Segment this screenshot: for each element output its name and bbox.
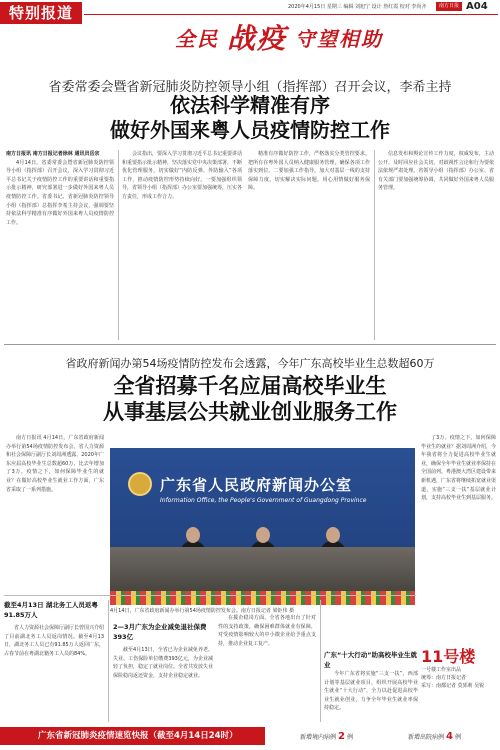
lower-col4 xyxy=(324,670,418,722)
speaker-head xyxy=(256,527,270,543)
campaign-banner xyxy=(175,20,383,54)
story1-byline: 南方日报讯 南方日报记者徐林 通讯员岳宗 xyxy=(6,151,100,157)
lower-col3-text: 在援企稳岗方面，全省各地出台了针对性的支持政策，确保困难群体就业有保障，对受疫情影响较大的中小微企业给予重点支持，推动企业复工复产。 xyxy=(218,615,316,647)
column-divider xyxy=(108,600,109,722)
stat-new-cases-unit: 例 xyxy=(346,734,353,741)
backdrop-sign xyxy=(160,474,366,504)
story1-subtitle: 省委常委会暨省新冠肺炎防控领导小组（指挥部）召开会议，李希主持 xyxy=(48,80,452,95)
footer-bar xyxy=(0,727,500,750)
banner-mid: 战疫 xyxy=(227,22,288,55)
studio-line3: 采写：南都记者 莫郅莉 吴锐 xyxy=(421,683,485,689)
lower-col2-text: 截至4月13日，全省已为企业减免养老、失业、工伤保险单位缴费393亿元，为企业减轻了负担，稳定了就业岗位。全省共发放失业保险稳岗返还资金，支持企业稳定就业。 xyxy=(113,647,213,679)
stat-new-cases-value: 2 xyxy=(338,731,345,742)
backdrop-sign-en: Information Office, the People's Government of Guangdong Province xyxy=(160,497,367,504)
story2-col-left xyxy=(6,434,104,584)
lower-col1-text: 省人力资源社会保障厅副厅长曾国兴介绍了目前湖北务工人员返岗情况。截至4月13日，湖北务工人员已有91.85万人返回广东，占春节前在粤湖北籍务工人员的84%。 xyxy=(4,625,104,657)
section-divider xyxy=(4,595,416,596)
story2-headline xyxy=(0,373,500,425)
section-tag: 特别报道 xyxy=(0,2,82,24)
story1-headline xyxy=(0,93,500,143)
backdrop-sign-cn: 广东省人民政府新闻办公室 xyxy=(160,476,353,494)
story2-col-right xyxy=(421,434,496,639)
story2-headline-line2: 从事基层公共就业创业服务工作 xyxy=(103,400,397,424)
photo-caption: 4月14日，广东省政府新闻办举行第54场疫情防控发布会。南方日报记者 梁钜伟 摄 xyxy=(110,608,295,614)
studio-logo: 11号楼 xyxy=(421,647,476,666)
story1-col1 xyxy=(6,150,114,340)
column-divider xyxy=(320,600,321,722)
stat-new-cases-label: 新增境内病例 xyxy=(300,734,337,741)
page-number: A04 xyxy=(466,1,488,12)
press-conference-photo xyxy=(110,448,415,605)
banner-left: 全民 xyxy=(175,26,219,51)
header-rule xyxy=(84,14,498,15)
story1-col2 xyxy=(122,150,242,340)
stat-discharged-label: 新增出院病例 xyxy=(408,734,445,741)
dateline: 2020年4月15日 星期三 编辑 刘旭宁 设计 詹红霞 校对 李尚齐 xyxy=(288,4,427,10)
flower-arrangement xyxy=(110,591,415,605)
column-divider xyxy=(374,150,375,340)
story1-col1-text: 4月14日，省委常委会暨省新冠肺炎防控领导小组（指挥部）召开会议，深入学习贯彻习近平总书记关于疫情防控工作的重要讲话和重要指示批示精神，研究部署进一步做好外国来粤人员疫情防控工作。省委书记、省新冠肺炎防控领导小组（指挥部）总指挥李希主持会议，强调要坚持依法科学精准有序做好外国来粤人员疫情防控工作。 xyxy=(6,159,114,226)
story1-col3 xyxy=(248,150,370,340)
speaker-head xyxy=(186,527,200,543)
column-divider xyxy=(118,150,119,340)
story1-col3-text: 精准有序做好防控工作，严格落实分类管控要求。把所有在粤外国人员纳入健康服务管理，确保各项工作落实到位。二要加强工作指导，加大对基层一线的支持保障力度，切实解决实际问题，用心用情做好服务保障。 xyxy=(248,151,370,192)
story1-col4-text: 信息发布和舆论宣传工作力度，权威发布，主动公开，及时回应社会关切。对歧视性言论和行为要依法依规严肃处理。省领导小组（指挥部）办公室、省有关部门要加强统筹协调，共同做好外国来粤人员服务管理。 xyxy=(378,151,494,192)
studio-line2: 统筹：南方日报记者 xyxy=(421,675,467,681)
studio-line1: 一号楼工作室出品 xyxy=(421,667,462,673)
story2-subtitle: 省政府新闻办第54场疫情防控发布会透露，今年广东高校毕业生总数超60万 xyxy=(65,357,435,370)
subhead-social-security: 2—3月广东为企业减免退社保费393亿 xyxy=(113,623,207,641)
story1-col2-text: 会议指出，要深入学习贯彻习近平总书记重要讲话和重要指示批示精神，坚决落实党中央决策部署，不断优化管理服务，切实做好“内防反弹、外防输入”各项工作，推动疫情防控形势持续向好。一要加强组织领导，省领导小组（指挥部）办公室要加强统筹，压实各方责任，形成工作合力。 xyxy=(122,151,242,200)
paper-badge: 南方日报 xyxy=(436,2,462,11)
stat-new-cases xyxy=(300,731,353,742)
subhead-hubei: 截至4月13日 湖北务工人员返粤91.85万人 xyxy=(4,601,98,619)
story1-headline-line1: 依法科学精准有序 xyxy=(170,93,330,117)
subhead-ten-actions: 广东“十大行动”助高校毕业生就业 xyxy=(324,651,418,669)
stat-discharged xyxy=(408,731,461,742)
lower-col1 xyxy=(4,624,104,722)
section-divider xyxy=(4,344,496,345)
studio-credit xyxy=(421,648,496,690)
covid-update-band: 广东省新冠肺炎疫情速览快报（截至4月14日24时） xyxy=(0,727,265,745)
story2-col-left-text: 南方日报讯 4月14日，广东省政府新闻办举行第54场疫情防控发布会，省人力资源和社会保障厅副厅长刘周洲透露，2020年广东应届高校毕业生总数超60万，比去年增加了3万。疫情之下，如何保障毕业生的就业？在做好高校毕业生就业工作方面，广东省采取了一系列措施。 xyxy=(6,435,104,493)
story2-col-right-text: 了3万。疫情之下，如何保障毕业生的就业？据刘周洲介绍，今年我省将全力促进高校毕业生就业，确保全年毕业生就业率保持在全国前列。粤港澳大湾区建设带来新机遇，广东省将继续拓宽就业渠道，实施“三支一扶”基层就业计划，支持高校毕业生到基层服务。 xyxy=(421,435,496,502)
story2-headline-line1: 全省招募千名应届高校毕业生 xyxy=(113,374,387,398)
government-emblem-icon xyxy=(128,472,152,496)
stat-discharged-value: 4 xyxy=(446,731,453,742)
lower-col3 xyxy=(218,614,316,722)
stat-discharged-unit: 例 xyxy=(454,734,461,741)
story1-headline-line2: 做好外国来粤人员疫情防控工作 xyxy=(110,118,390,142)
story1-col4 xyxy=(378,150,494,340)
speaker-head xyxy=(326,527,340,543)
banner-right: 守望相助 xyxy=(295,26,384,51)
lower-col2 xyxy=(113,646,213,722)
lower-col4-text: 今年广东省将实施“三支一扶”、西部计划等基层就业项目，组织开展高校毕业生就业“十大行动”，全力以赴促进高校毕业生就业创业，力争全年毕业生就业率保持稳定。 xyxy=(324,671,418,712)
